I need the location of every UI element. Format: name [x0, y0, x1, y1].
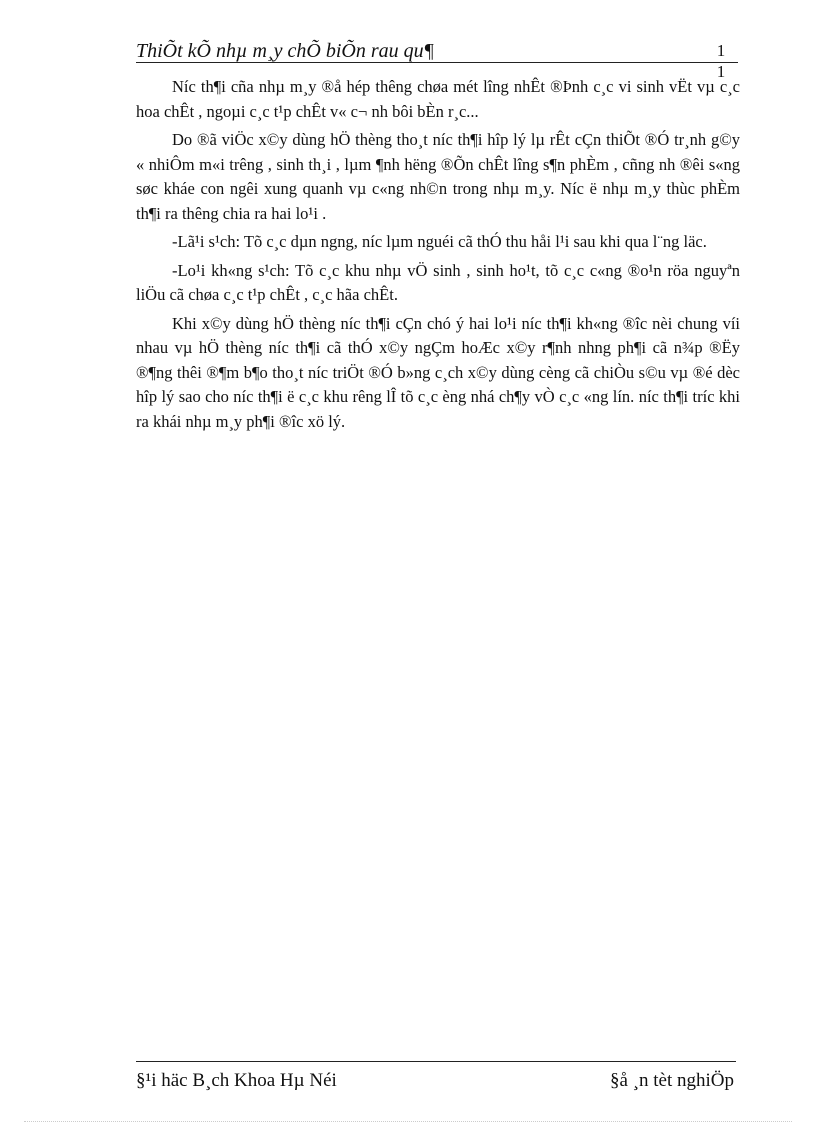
paragraph-1: Níc th¶i cña nhµ m¸y ®å hép thêng chøa mét lîng nhÊt ®Þnh c¸c vi sinh vËt vµ c¸c hoa chÊt , ngoµi c¸c t¹p chÊt v« c¬ nh bôi bÈn r¸c...: [136, 77, 740, 121]
paragraph-2: Do ®ã viÖc x©y dùng hÖ thèng tho¸t níc th¶i hîp lý lµ rÊt cÇn thiÕt ®Ó tr¸nh g©y « nhiÔm m«i trêng , sinh th¸i , lµm ¶nh hëng ®Õn chÊt lîng s¶n phÈm , cñng nh ®êi s«ng søc kháe con ngêi xung quanh vµ c«ng nh©n trong nhµ m¸y. Níc ë nhµ m¸y thùc phÈm th¶i ra thêng chia ra hai lo¹i .: [136, 130, 740, 223]
body-text: [136, 75, 740, 438]
paragraph-3: -Lã¹i s¹ch: Tõ c¸c dµn ngng, níc lµm nguéi cã thÓ thu håi l¹i sau khi qua l¨ng läc.: [172, 232, 707, 251]
header-title: ThiÕt kÕ nhµ m¸y chÕ biÕn rau qu¶: [136, 40, 435, 62]
footer-rule: [136, 1061, 736, 1062]
page-header: [136, 40, 740, 81]
footer-university: §¹i häc B¸ch Khoa Hµ Néi: [136, 1070, 337, 1091]
footer-thesis-label: §å ¸n tèt nghiÖp: [609, 1070, 734, 1091]
header-rule: [136, 62, 738, 63]
paragraph-4: -Lo¹i kh«ng s¹ch: Tõ c¸c khu nhµ vÖ sinh , sinh ho¹t, tõ c¸c c«ng ®o¹n röa nguyªn liÖu cã chøa c¸c t¹p chÊt , c¸c hãa chÊt.: [136, 260, 740, 304]
page-number-bottom: 1: [716, 62, 726, 81]
page-number-top: 1: [716, 41, 726, 60]
page-bottom-border: [24, 1121, 792, 1122]
paragraph-5: Khi x©y dùng hÖ thèng níc th¶i cÇn chó ý hai lo¹i níc th¶i kh«ng ®îc nèi chung víi nhau vµ hÖ thèng níc th¶i cã thÓ x©y ngÇm hoÆc x©y r¶nh nhng ph¶i cã n¾p ®Ëy ®¶ng thêi ®¶m b¶o tho¸t níc triÖt ®Ó b»ng c¸ch x©y dùng cèng cã chiÒu s©u vµ ®é dèc hîp lý sao cho níc th¶i ë c¸c khu rêng lÎ tõ c¸c èng nhá ch¶y vÒ c¸c «ng lín. níc th¶i tríc khi ra khái nhµ m¸y ph¶i ®îc xö lý.: [136, 313, 740, 431]
